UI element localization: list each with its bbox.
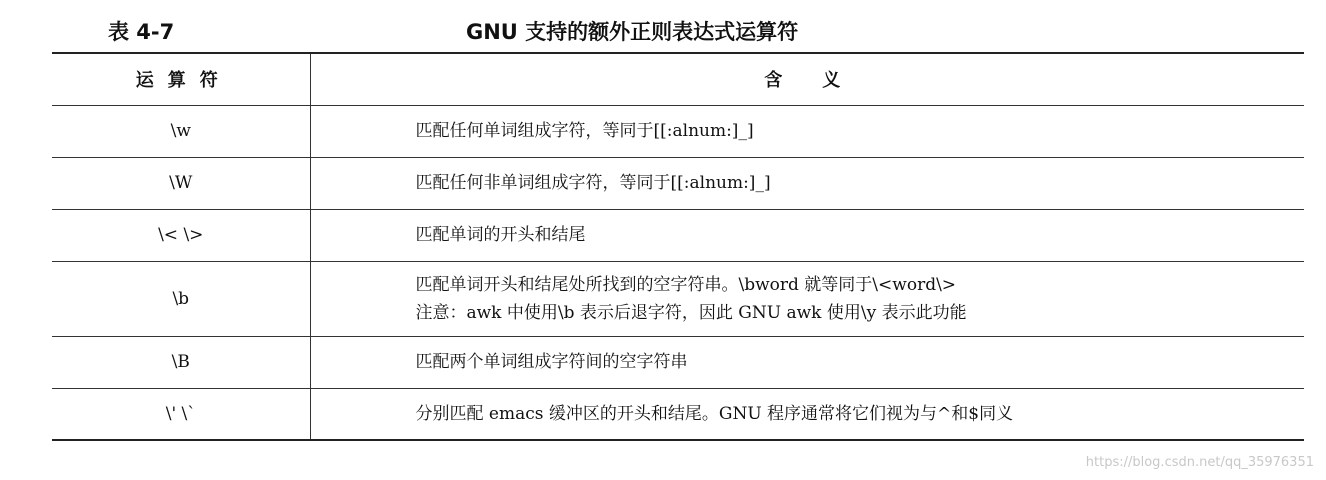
meaning-cell	[310, 388, 1304, 440]
table-title: GNU 支持的额外正则表达式运算符	[466, 20, 799, 44]
meaning-cell	[310, 261, 1304, 336]
table-row	[52, 157, 1304, 209]
table-header-row	[52, 53, 1304, 105]
table-row	[52, 388, 1304, 440]
operator-cell: \w	[52, 105, 310, 157]
table-row	[52, 209, 1304, 261]
meaning-line: 匹配任何非单词组成字符，等同于[[:alnum:]_]	[415, 173, 771, 193]
meaning-cell	[310, 157, 1304, 209]
table-row	[52, 105, 1304, 157]
header-operator: 运算符	[52, 53, 310, 105]
meaning-line: 匹配两个单词组成字符间的空字符串	[415, 352, 688, 372]
table-row	[52, 261, 1304, 336]
meaning-line: 匹配任何单词组成字符，等同于[[:alnum:]_]	[415, 121, 754, 141]
meaning-cell	[310, 105, 1304, 157]
meaning-cell	[310, 209, 1304, 261]
table-number: 表 4-7	[108, 20, 175, 44]
table-row	[52, 336, 1304, 388]
operator-cell: \W	[52, 157, 310, 209]
operators-table	[52, 52, 1304, 441]
meaning-line: 匹配单词开头和结尾处所找到的空字符串。\bword 就等同于\<word\>	[415, 274, 957, 295]
meaning-cell	[310, 336, 1304, 388]
table-caption	[0, 14, 1326, 50]
operator-cell: \' \`	[52, 388, 310, 440]
header-meaning: 含义	[764, 70, 881, 92]
meaning-line: 分别匹配 emacs 缓冲区的开头和结尾。GNU 程序通常将它们视为与^和$同义	[415, 403, 1014, 424]
watermark: https://blog.csdn.net/qq_35976351	[1085, 455, 1314, 470]
meaning-line: 匹配单词的开头和结尾	[415, 225, 586, 245]
operator-cell: \< \>	[52, 209, 310, 261]
operator-cell: \b	[52, 261, 310, 336]
operator-cell: \B	[52, 336, 310, 388]
meaning-note-line: 注意：awk 中使用\b 表示后退字符，因此 GNU awk 使用\y 表示此功能	[415, 302, 967, 323]
